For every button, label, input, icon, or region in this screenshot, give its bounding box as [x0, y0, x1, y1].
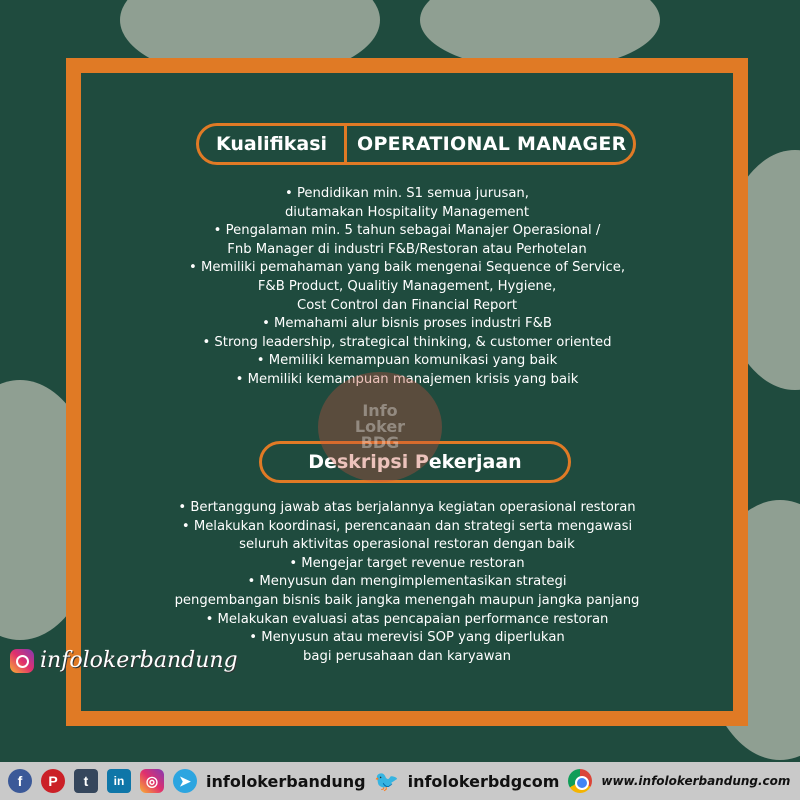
instagram-handle[interactable] — [10, 648, 238, 673]
list-item: • Menyusun atau merevisi SOP yang diperlukan — [249, 630, 565, 646]
instagram-handle-text: infolokerbandung — [40, 648, 238, 673]
telegram-link[interactable]: infolokerbandung — [206, 771, 366, 791]
linkedin-icon[interactable]: in — [107, 769, 131, 793]
list-item: • Melakukan evaluasi atas pencapaian performance restoran — [205, 611, 609, 627]
twitter-icon[interactable]: 🐦 — [374, 770, 400, 793]
watermark-logo — [318, 372, 442, 482]
pinterest-icon[interactable]: P — [41, 769, 65, 793]
watermark-line: Info — [362, 401, 398, 420]
list-item: • Melakukan koordinasi, perencanaan dan strategi serta mengawasi — [181, 518, 633, 534]
position-title: OPERATIONAL MANAGER — [357, 133, 627, 155]
deskripsi-header: Deskripsi Pekerjaan — [259, 441, 571, 483]
tumblr-icon[interactable]: t — [74, 769, 98, 793]
website-link[interactable]: www.infolokerbandung.com — [601, 774, 791, 788]
list-item: • Memiliki kemampuan manajemen krisis yang baik — [235, 371, 579, 387]
list-item: • Bertanggung jawab atas berjalannya kegiatan operasional restoran — [178, 500, 636, 515]
list-item: seluruh aktivitas operasional restoran dengan baik — [239, 537, 575, 553]
list-item: • Pengalaman min. 5 tahun sebagai Manajer Operasional / — [213, 223, 601, 239]
list-item: • Memiliki pemahaman yang baik mengenai Sequence of Service, — [188, 260, 626, 276]
watermark-line: BDG — [360, 433, 400, 452]
chrome-icon[interactable] — [568, 769, 592, 793]
list-item: Cost Control dan Financial Report — [296, 297, 518, 313]
instagram-icon[interactable]: ◎ — [140, 769, 164, 793]
list-item: • Memahami alur bisnis proses industri F&B — [262, 316, 552, 332]
footer-bar — [0, 762, 800, 800]
list-item: diutamakan Hospitality Management — [284, 204, 530, 220]
facebook-icon[interactable]: f — [8, 769, 32, 793]
watermark-line: Loker — [354, 417, 406, 436]
kualifikasi-header — [196, 123, 636, 165]
list-item: • Menyusun dan mengimplementasikan strategi — [247, 574, 567, 590]
list-item: • Mengejar target revenue restoran — [289, 555, 525, 571]
kualifikasi-label: Kualifikasi — [199, 126, 347, 162]
instagram-icon — [10, 649, 34, 673]
list-item: • Memiliki kemampuan komunikasi yang baik — [256, 353, 558, 369]
telegram-icon[interactable]: ➤ — [173, 769, 197, 793]
twitter-link[interactable]: infolokerbdgcom — [407, 771, 560, 791]
deskripsi-list — [81, 499, 733, 666]
kualifikasi-list — [81, 185, 733, 390]
list-item: Fnb Manager di industri F&B/Restoran atau Perhotelan — [227, 241, 587, 257]
list-item: bagi perusahaan dan karyawan — [303, 648, 511, 664]
list-item: pengembangan bisnis baik jangka menengah maupun jangka panjang — [174, 592, 640, 608]
list-item: • Strong leadership, strategical thinking, & customer oriented — [202, 334, 612, 350]
list-item: • Pendidikan min. S1 semua jurusan, — [284, 186, 529, 201]
list-item: F&B Product, Qualitiy Management, Hygiene, — [257, 278, 557, 294]
